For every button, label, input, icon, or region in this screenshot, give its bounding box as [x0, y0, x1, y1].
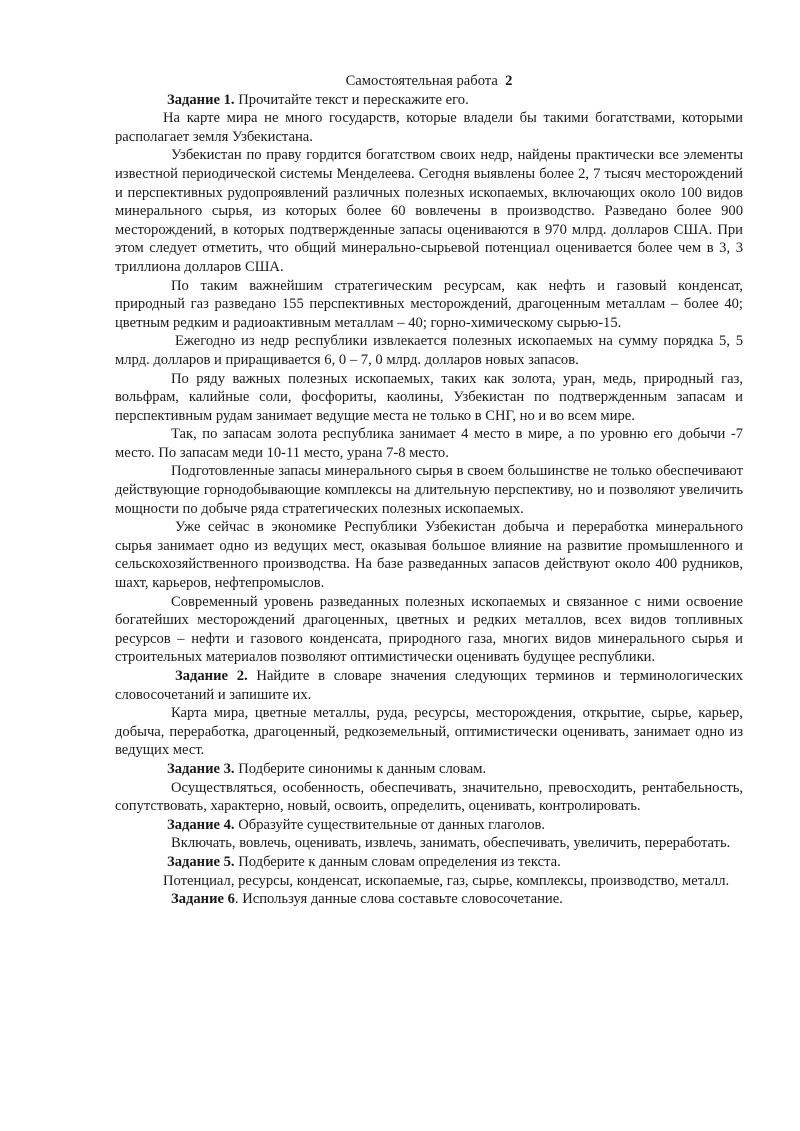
task6-instruction: . Используя данные слова составьте словосочетание.: [234, 891, 563, 908]
task3-instruction: Подберите синонимы к данным словам.: [234, 760, 487, 777]
task2-instruction: Найдите в словаре значения следующих терминов и терминологических словосочетаний и запишите их.: [115, 668, 743, 703]
task4-label: Задание 4.: [167, 816, 235, 833]
task1-heading: [115, 91, 743, 110]
task3-words: Осуществляться, особенность, обеспечивать, значительно, превосходить, рентабельность, сопутствовать, характерно, новый, освоить, определить, оценивать, контролировать.: [115, 779, 743, 815]
task2-label: Задание 2.: [175, 668, 248, 684]
paragraph-9: Современный уровень разведанных полезных ископаемых и связанное с ними освоение богатейших месторождений драгоценных, цветных и редких металлов, всех видов топливных ресурсов – нефти и газового конденсата, природного газа, многих видов минерального сырья и строительных материалов позволяют оптимистически оценивать будущее республики.: [115, 593, 743, 666]
task1-label: Задание 1.: [167, 91, 235, 108]
paragraph-4: Ежегодно из недр республики извлекается полезных ископаемых на сумму порядка 5, 5 млрд. долларов и приращивается 6, 0 – 7, 0 млрд. долларов новых запасов.: [115, 333, 743, 368]
task1-instruction: Прочитайте текст и перескажите его.: [234, 91, 469, 108]
task4-words: Включать, вовлечь, оценивать, извлечь, занимать, обеспечивать, увеличить, переработать.: [171, 835, 731, 852]
task5-heading: [115, 853, 743, 872]
task4-instruction: Образуйте существительные от данных глаголов.: [234, 816, 546, 833]
title-text: Самостоятельная работа: [345, 73, 498, 89]
paragraph-3: По таким важнейшим стратегическим ресурсам, как нефть и газовый конденсат, природный газ разведано 155 перспективных месторождений, драгоценным металлам – более 40; цветным редким и радиоактивным металлам – 40; горно-химическому сырью-15.: [115, 277, 743, 331]
paragraph-2: Узбекистан по праву гордится богатством своих недр, найдены практически все элементы известной периодической системы Менделеева. Сегодня выявлены более 2, 7 тысяч месторождений и перспективных рудопроявлений различных полезных ископаемых, включающих около 100 видов минерального сырья, из которых более 60 вовлечены в производство. Разведано более 900 месторождений, в которых подтвержденные запасы оцениваются в 970 млрд. долларов США. При этом следует отметить, что общий минерально-сырьевой потенциал оценивается более чем в 3, 3 триллиона долларов США.: [115, 147, 743, 275]
task5-label: Задание 5.: [167, 853, 235, 870]
title-number: 2: [505, 73, 513, 89]
paragraph-5: По ряду важных полезных ископаемых, таких как золота, уран, медь, природный газ, вольфрам, калийные соли, фосфориты, каолины, Узбекистан по подтвержденным запасам и перспективным рудам занимает ведущие места не только в СНГ, но и во всем мире.: [115, 370, 743, 424]
paragraph-7: Подготовленные запасы минерального сырья в своем большинстве не только обеспечивают действующие горнодобывающие комплексы на длительную перспективу, но и позволяют увеличить мощности по добыче ряда стратегических полезных ископаемых.: [115, 463, 743, 517]
task4-heading: [115, 816, 743, 835]
task3-label: Задание 3.: [167, 760, 235, 777]
task5-words: Потенциал, ресурсы, конденсат, ископаемые, газ, сырье, комплексы, производство, металл.: [163, 872, 730, 889]
task6-heading: [115, 890, 743, 909]
document-title: [115, 72, 743, 91]
task3-heading: [115, 760, 743, 779]
task5-instruction: Подберите к данным словам определения из текста.: [234, 853, 561, 870]
paragraph-6: Так, по запасам золота республика занимает 4 место в мире, а по уровню его добычи -7 место. По запасам меди 10-11 место, урана 7-8 место.: [115, 426, 743, 461]
task2-heading: [115, 667, 743, 704]
task6-label: Задание 6: [171, 891, 235, 908]
paragraph-1: На карте мира не много государств, которые владели бы такими богатствами, которыми располагает земля Узбекистана.: [115, 110, 743, 145]
paragraph-8: Уже сейчас в экономике Республики Узбекистан добыча и переработка минерального сырья занимает одно из ведущих мест, оказывая большое влияние на развитие промышленного и сельскохозяйственного производства. На базе разведанных запасов действуют около 400 рудников, шахт, карьеров, нефтепромыслов.: [115, 519, 743, 592]
task2-words: Карта мира, цветные металлы, руда, ресурсы, месторождения, открытие, сырье, карьер, добыча, переработка, драгоценный, редкоземельный, оптимистически оценивать, занимает одно из ведущих мест.: [115, 705, 743, 759]
document-page: [115, 72, 743, 909]
